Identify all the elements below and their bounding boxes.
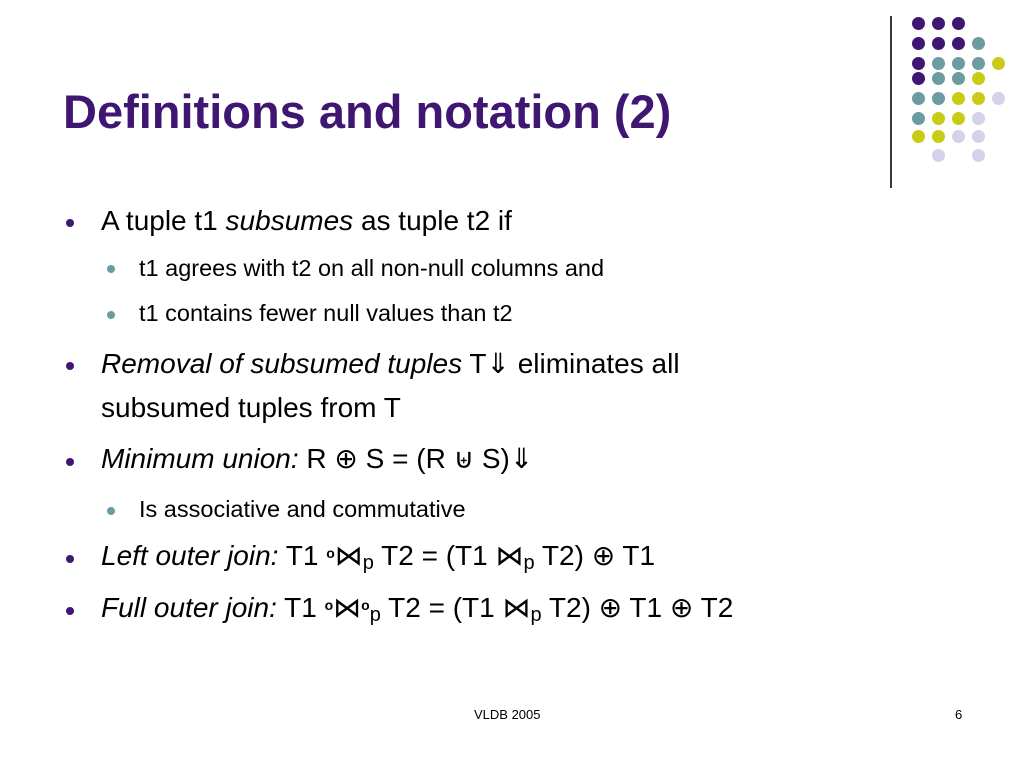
bullet-marker [66,458,74,466]
decorative-dot [932,17,945,30]
decorative-dot [932,130,945,143]
decorative-dot [992,92,1005,105]
decorative-dot [972,130,985,143]
decorative-dot [972,149,985,162]
decorative-dot [932,57,945,70]
bullet-marker [66,555,74,563]
sub-bullet-marker [107,507,115,515]
title-divider-line [890,16,892,188]
bullet-full-outer-join: Full outer join: T1 $^o$⋈$^o_p$ T2 = (T1 $⋈_p$ T2) ⊕ T1 ⊕ T2 [101,592,734,626]
decorative-dot [912,37,925,50]
decorative-dot [912,92,925,105]
sub-bullet-text: t1 contains fewer null values than t2 [139,300,513,326]
decorative-dot [912,72,925,85]
decorative-dot-grid [0,0,1024,200]
bullet-removal-line2: subsumed tuples from T [101,392,401,423]
decorative-dot [952,17,965,30]
decorative-dot [952,57,965,70]
decorative-dot [932,92,945,105]
decorative-dot [932,149,945,162]
bullet-subsumes: A tuple t1 subsumes as tuple t2 if [101,205,512,236]
bullet-marker [66,607,74,615]
decorative-dot [972,72,985,85]
decorative-dot [912,57,925,70]
sub-bullet-marker [107,265,115,273]
footer-conference: VLDB 2005 [474,707,541,722]
decorative-dot [952,130,965,143]
decorative-dot [972,112,985,125]
decorative-dot [932,37,945,50]
decorative-dot [912,130,925,143]
bullet-marker [66,362,74,370]
sub-bullet-marker [107,311,115,319]
decorative-dot [972,92,985,105]
footer-page-number: 6 [955,707,963,722]
decorative-dot [972,57,985,70]
sub-bullet-text: Is associative and commutative [139,496,466,522]
decorative-dot [972,37,985,50]
bullet-left-outer-join: Left outer join: T1 $^o⋈_p$ T2 = (T1 $⋈_p$ T2) ⊕ T1 [101,540,656,574]
decorative-dot [932,112,945,125]
bullet-removal: Removal of subsumed tuples T⇓ eliminates all [101,348,680,379]
decorative-dot [912,112,925,125]
sub-bullet-text: t1 agrees with t2 on all non-null columns and [139,255,605,281]
decorative-dot [952,92,965,105]
decorative-dot [952,37,965,50]
bullet-marker [66,219,74,227]
decorative-dot [952,72,965,85]
decorative-dot [932,72,945,85]
decorative-dot [952,112,965,125]
slide-title: Definitions and notation (2) [63,85,672,138]
bullet-minimum-union: Minimum union: R ⊕ S = (R ⊎ S)⇓ [101,443,534,474]
decorative-dot [992,57,1005,70]
decorative-dot [912,17,925,30]
